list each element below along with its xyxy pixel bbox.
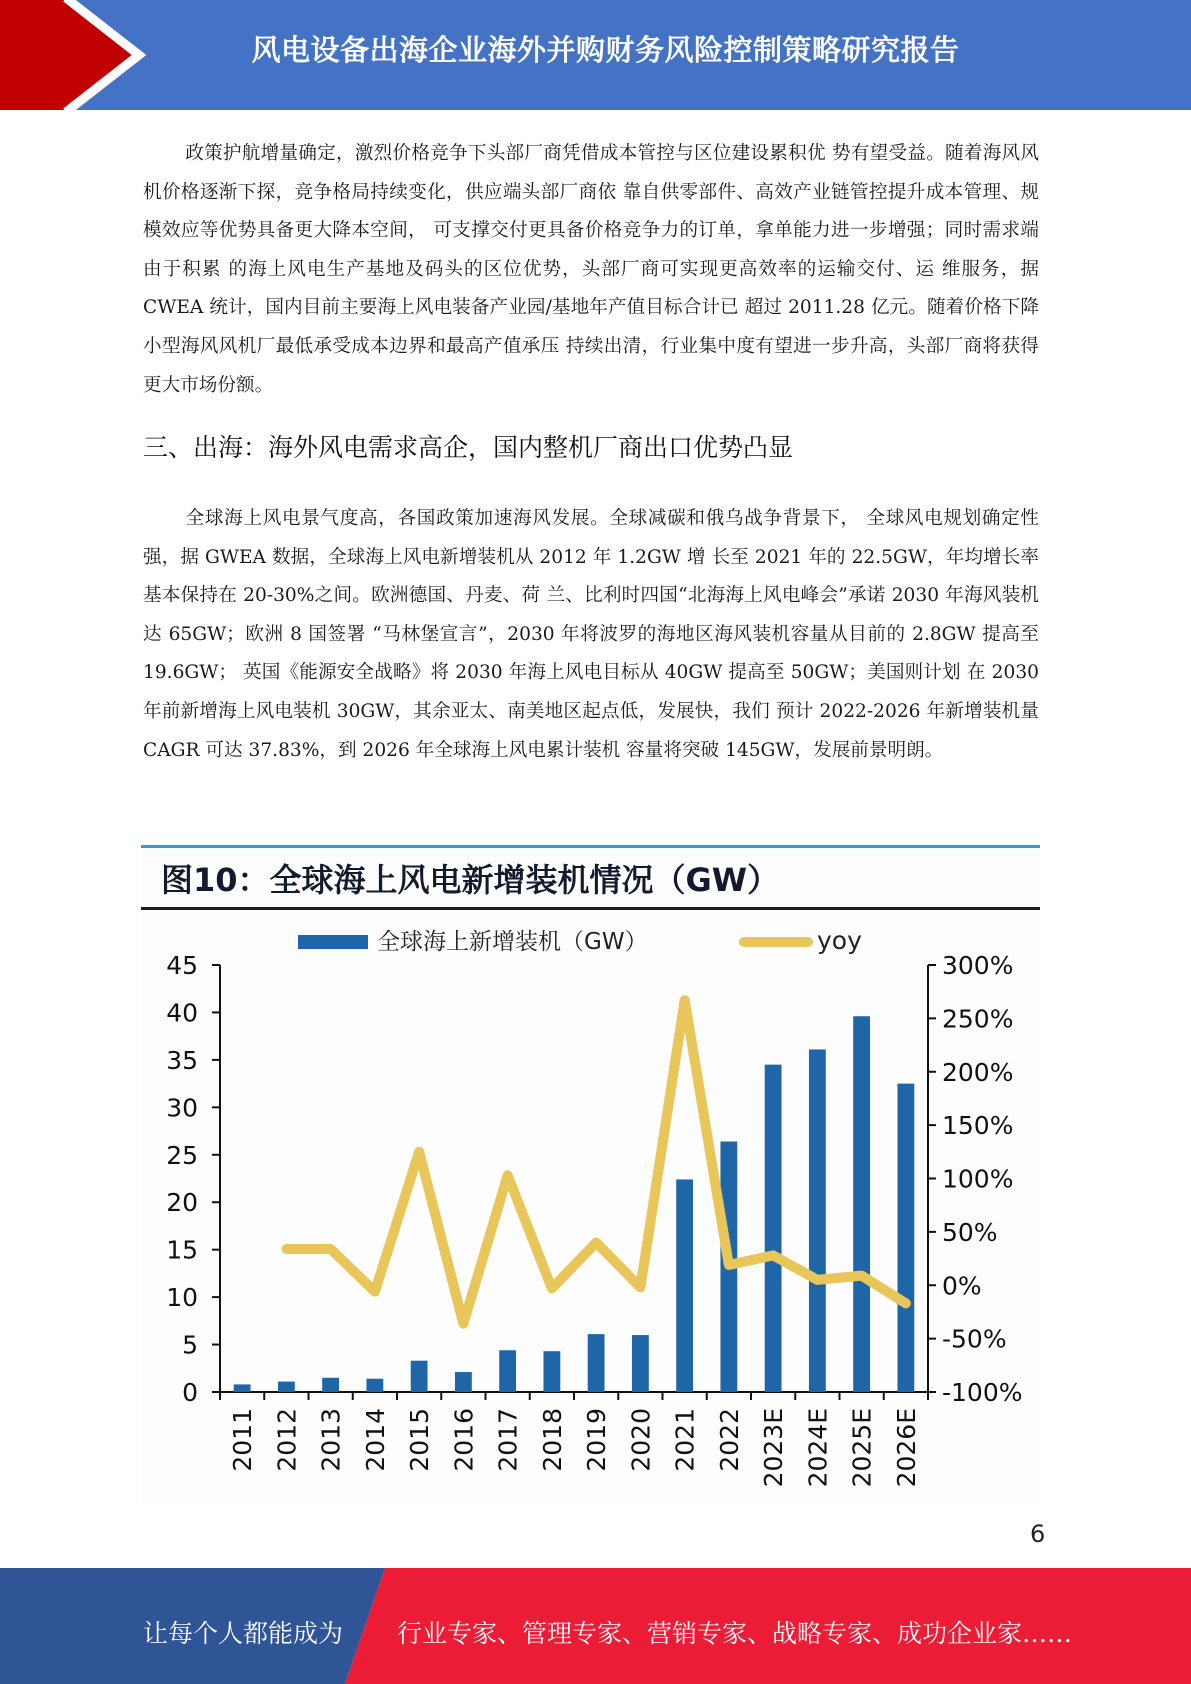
- bar-2012: [278, 1382, 295, 1392]
- x-axis-label: 2026E: [891, 1408, 921, 1488]
- left-axis-tick-label: 40: [166, 998, 198, 1028]
- left-axis-tick-label: 10: [166, 1283, 198, 1313]
- right-axis-tick-label: 200%: [942, 1057, 1014, 1087]
- right-axis-tick-label: 150%: [942, 1111, 1014, 1141]
- bar-2017: [499, 1350, 516, 1392]
- page-footer: [0, 1568, 1191, 1684]
- left-axis-tick-label: 30: [166, 1093, 198, 1123]
- x-axis-label: 2024E: [803, 1408, 833, 1488]
- x-axis-label: 2011: [228, 1408, 258, 1472]
- right-axis-tick-label: 250%: [942, 1004, 1014, 1034]
- x-axis-label: 2023E: [759, 1408, 789, 1488]
- right-axis-tick-label: 100%: [942, 1164, 1014, 1194]
- left-axis-tick-label: 25: [166, 1140, 198, 1170]
- figure-10: [141, 845, 1040, 1505]
- x-axis-label: 2021: [670, 1408, 700, 1472]
- bar-2015: [411, 1361, 428, 1392]
- x-axis-label: 2014: [360, 1408, 390, 1472]
- left-axis-tick-label: 45: [166, 951, 198, 980]
- x-axis-label: 2019: [582, 1408, 612, 1472]
- x-axis-label: 2017: [493, 1408, 523, 1472]
- bar-2026E: [897, 1084, 914, 1392]
- x-axis-labels: [228, 1408, 921, 1487]
- right-axis-tick-label: 0%: [942, 1271, 982, 1301]
- x-axis-label: 2025E: [847, 1408, 877, 1488]
- figure-title: 图10：全球海上风电新增装机情况（GW）: [161, 861, 780, 899]
- x-axis-label: 2020: [626, 1408, 656, 1472]
- bar-2024E: [809, 1049, 826, 1392]
- left-axis-tick-label: 35: [166, 1045, 198, 1075]
- footer-slogan-right: 行业专家、管理专家、营销专家、战略专家、成功企业家……: [397, 1619, 1073, 1648]
- right-axis-tick-label: -50%: [942, 1324, 1007, 1354]
- right-axis-tick-label: 50%: [942, 1217, 998, 1247]
- paragraph-1-text: 政策护航增量确定，激烈价格竞争下头部厂商凭借成本管控与区位建设累积优 势有望受益。随着海风风机价格逐渐下探，竞争格局持续变化，供应端头部厂商依 靠自供零部件、高效产业链管控提升成本管理、规模效应等优势具备更大降本空间， 可支撑交付更具备价格竞争力的订单，拿单能力进一步增强；同时需求端由于积累 的海上风电生产基地及码头的区位优势，头部厂商可实现更高效率的运输交付、运 维服务，据 CWEA 统计，国内目前主要海上风电装备产业园/基地年产值目标合计已 超过 2011.28 亿元。随着价格下降小型海风风机厂最低承受成本边界和最高产值承压 持续出清，行业集中度有望进一步升高，头部厂商将获得更大市场份额。: [143, 143, 1039, 396]
- bar-2020: [632, 1335, 649, 1392]
- legend-line-label: yoy: [817, 926, 862, 955]
- x-axis-label: 2016: [449, 1408, 479, 1472]
- bar-2014: [366, 1379, 383, 1392]
- right-axis-tick-label: -100%: [942, 1378, 1023, 1407]
- bar-2016: [455, 1372, 472, 1392]
- report-title: 风电设备出海企业海外并购财务风险控制策略研究报告: [251, 33, 960, 67]
- right-axis-tick-label: 300%: [942, 951, 1014, 980]
- left-axis-tick-label: 0: [182, 1378, 198, 1407]
- page-number: 6: [1030, 1520, 1046, 1548]
- bar-2013: [322, 1378, 339, 1392]
- offshore-wind-chart: [141, 845, 1040, 1505]
- bar-2025E: [853, 1016, 870, 1392]
- bar-2011: [234, 1384, 251, 1392]
- footer-slogan-left: 让每个人都能成为: [143, 1619, 344, 1648]
- bar-2021: [676, 1179, 693, 1392]
- x-axis-label: 2013: [316, 1408, 346, 1472]
- x-axis-label: 2015: [405, 1408, 435, 1472]
- bar-2018: [543, 1351, 560, 1392]
- paragraph-2-text: 全球海上风电景气度高，各国政策加速海风发展。全球减碳和俄乌战争背景下， 全球风电规划确定性强，据 GWEA 数据，全球海上风电新增装机从 2012 年 1.2GW 增 长至 2021 年的 22.5GW，年均增长率基本保持在 20-30%之间。欧洲德国、丹麦、荷 兰、比利时四国“北海海上风电峰会”承诺 2030 年海风装机达 65GW；欧洲 8 国签署 “马林堡宣言”，2030 年将波罗的海地区海风装机容量从目前的 2.8GW 提高至 19.6GW； 英国《能源安全战略》将 2030 年海上风电目标从 40GW 提高至 50GW；美国则计划 在 2030 年前新增海上风电装机 30GW，其余亚太、南美地区起点低，发展快，我们 预计 2022-2026 年新增装机量 CAGR 可达 37.83%，到 2026 年全球海上风电累计装机 容量将突破 145GW，发展前景明朗。: [143, 508, 1039, 761]
- body-paragraph-2: [143, 500, 1039, 770]
- bar-2023E: [765, 1065, 782, 1392]
- x-axis-label: 2012: [272, 1408, 302, 1472]
- bar-2019: [588, 1334, 605, 1392]
- left-axis-tick-label: 5: [182, 1330, 198, 1360]
- left-axis-tick-label: 20: [166, 1188, 198, 1218]
- left-axis-tick-label: 15: [166, 1235, 198, 1265]
- legend-bar-label: 全球海上新增装机（GW）: [377, 929, 648, 955]
- legend-bar-swatch: [298, 935, 368, 949]
- section-heading: 三、出海：海外风电需求高企，国内整机厂商出口优势凸显: [143, 433, 794, 462]
- body-paragraph-1: [143, 135, 1039, 405]
- chart-legend: [298, 926, 862, 955]
- page-header: [0, 0, 1191, 110]
- x-axis-label: 2018: [537, 1408, 567, 1472]
- x-axis-label: 2022: [714, 1408, 744, 1472]
- bar-series: [234, 1016, 915, 1392]
